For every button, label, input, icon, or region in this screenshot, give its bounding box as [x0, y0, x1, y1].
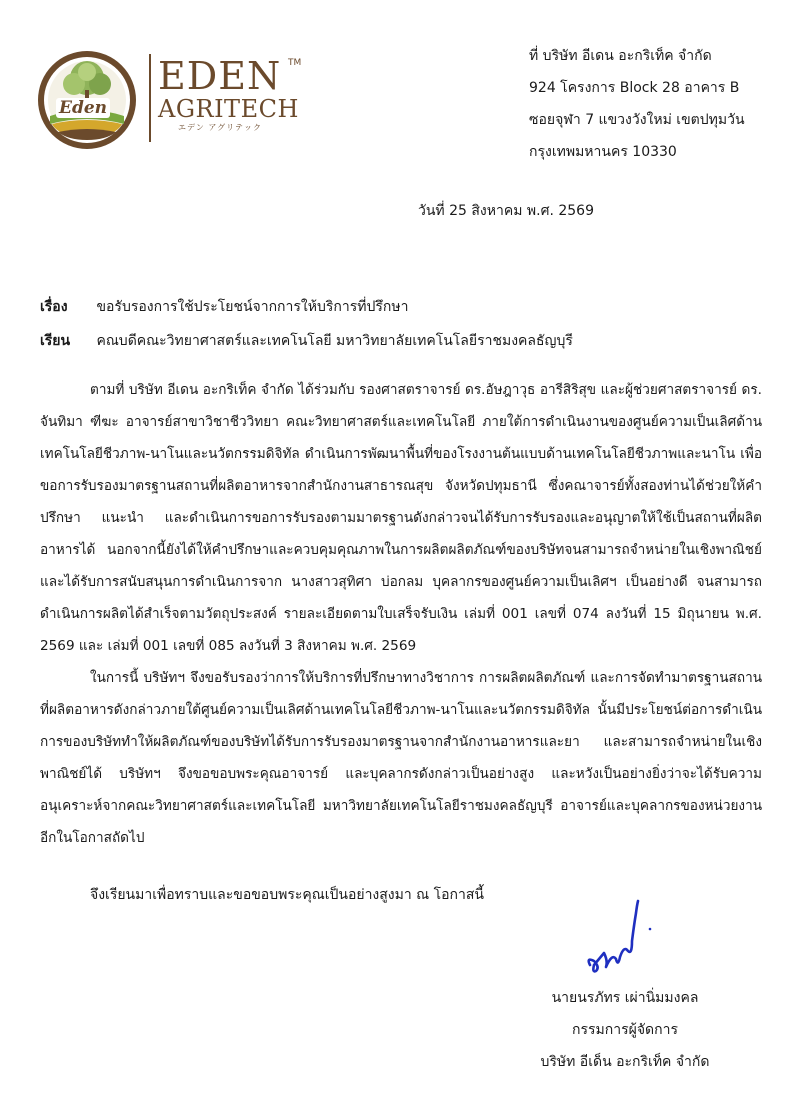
subject-text: ขอรับรองการใช้ประโยชน์จากการให้บริการที่ปรึกษา	[96, 299, 409, 315]
closing-line: จึงเรียนมาเพื่อทราบและขอขอบพระคุณเป็นอย่างสูงมา ณ โอกาสนี้	[90, 887, 485, 903]
salutation-text: คณบดีคณะวิทยาศาสตร์และเทคโนโลยี มหาวิทยาลัยเทคโนโลยีราชมงคลธัญบุรี	[96, 333, 573, 349]
sender-address	[529, 40, 745, 168]
letter-date: วันที่ 25 สิงหาคม พ.ศ. 2569	[418, 203, 594, 219]
brand-sub: AGRITECH	[158, 95, 299, 123]
signatory-company: บริษัท อีเด็น อะกริเท็ค จำกัด	[540, 1054, 710, 1070]
address-line-2: 924 โครงการ Block 28 อาคาร B	[529, 80, 740, 96]
handwritten-signature	[582, 895, 662, 980]
salutation-line	[40, 330, 573, 352]
brand-japanese: エデン アグリテック	[178, 123, 262, 132]
subject-label: เรื่อง	[40, 299, 68, 315]
logo-divider	[149, 54, 151, 142]
company-logo	[36, 48, 306, 152]
address-line-1: ที่ บริษัท อีเดน อะกริเท็ค จำกัด	[529, 48, 712, 64]
body-paragraph-2: ในการนี้ บริษัทฯ จึงขอรับรองว่าการให้บริการที่ปรึกษาทางวิชาการ การผลิตผลิตภัณฑ์ และการจัดทำมาตรฐานสถานที่ผลิตอาหารดังกล่าวภายใต้ศูนย์ความเป็นเลิศด้านเทคโนโลยีชีวภาพ-นาโนและนวัตกรรมดิจิทัล นั้นมีประโยชน์ต่อการดำเนินการของบริษัททำให้ผลิตภัณฑ์ของบริษัทได้รับการรับรองมาตรฐานจากสำนักงานอาหารและยา และสามารถจำหน่ายในเชิงพาณิชย์ได้ บริษัทฯ จึงขอขอบพระคุณอาจารย์ และบุคลากรดังกล่าวเป็นอย่างสูง และหวังเป็นอย่างยิ่งว่าจะได้รับความอนุเคราะห์จากคณะวิทยาศาสตร์และเทคโนโลยี มหาวิทยาลัยเทคโนโลยีราชมงคลธัญบุรี อาจารย์และบุคลากรของหน่วยงานอีกในโอกาสถัดไป	[40, 670, 762, 846]
signatory-block	[520, 982, 730, 1078]
signatory-name: นายนรภัทร เผ่านิ่มมงคล	[551, 990, 699, 1006]
address-line-4: กรุงเทพมหานคร 10330	[529, 144, 677, 160]
address-line-3: ซอยจุฬา 7 แขวงวังใหม่ เขตปทุมวัน	[529, 112, 745, 128]
trademark-symbol: TM	[288, 58, 302, 68]
logo-wordmark	[158, 54, 302, 133]
letter-body	[40, 374, 762, 854]
subject-line	[40, 296, 408, 318]
salutation-label: เรียน	[40, 333, 71, 349]
body-paragraph-1: ตามที่ บริษัท อีเดน อะกริเท็ค จำกัด ได้ร่วมกับ รองศาสตราจารย์ ดร.อัษฎาวุธ อารีสิริสุข และผู้ช่วยศาสตราจารย์ ดร. จันทิมา ฑีฆะ อาจารย์สาขาวิชาชีววิทยา คณะวิทยาศาสตร์และเทคโนโลยี ภายใต้การดำเนินงานของศูนย์ความเป็นเลิศด้านเทคโนโลยีชีวภาพ-นาโนและนวัตกรรมดิจิทัล ดำเนินการพัฒนาพื้นที่ของโรงงานต้นแบบด้านเทคโนโลยีชีวภาพและนาโน เพื่อขอการรับรองมาตรฐานสถานที่ผลิตอาหารจากสำนักงานสาธารณสุข จังหวัดปทุมธานี ซึ่งคณาจารย์ทั้งสองท่านได้ช่วยให้คำปรึกษา แนะนำ และดำเนินการขอการรับรองตามมาตรฐานดังกล่าวจนได้รับการรับรองและอนุญาตให้ใช้เป็นสถานที่ผลิตอาหารได้ นอกจากนี้ยังได้ให้คำปรึกษาและควบคุมคุณภาพในการผลิตผลิตภัณฑ์ของบริษัทจนสามารถจำหน่ายในเชิงพาณิชย์ และได้รับการสนับสนุนการดำเนินการจาก นางสาวสุทิศา บ่อกลม บุคลากรของศูนย์ความเป็นเลิศฯ เป็นอย่างดี จนสามารถดำเนินการผลิตได้สำเร็จตามวัตถุประสงค์ รายละเอียดตามใบเสร็จรับเงิน เล่มที่ 001 เลขที่ 074 ลงวันที่ 15 มิถุนายน พ.ศ. 2569 และ เล่มที่ 001 เลขที่ 085 ลงวันที่ 3 สิงหาคม พ.ศ. 2569	[40, 382, 762, 654]
brand-name: EDEN	[158, 54, 282, 98]
logo-badge-text: Eden	[56, 98, 110, 118]
signatory-position: กรรมการผู้จัดการ	[572, 1022, 678, 1038]
